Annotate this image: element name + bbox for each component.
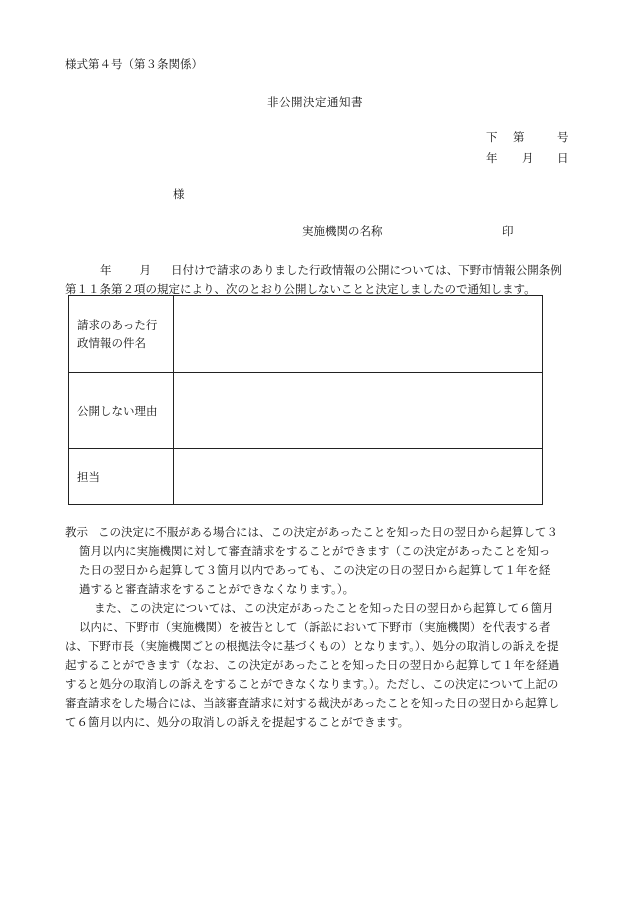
notice-heading: 教示 (65, 525, 88, 539)
intro-year: 年 (100, 263, 112, 277)
request-info-table (68, 295, 543, 505)
notice-p1-line-1: この決定に不服がある場合には、この決定があったことを知った日の翌日から起算して３ (98, 525, 558, 539)
notice-p2-line-1: また、この決定については、この決定があったことを知った日の翌日から起算して６箇月 (94, 601, 554, 615)
intro-line-1 (65, 261, 570, 280)
notice-p2-line-7: て６箇月以内に、処分の取消しの訴えを提起することができます。 (65, 715, 410, 729)
appeal-notice (65, 523, 575, 732)
addressee-suffix: 様 (173, 187, 185, 201)
seal-label: 印 (502, 224, 514, 238)
doc-number-prefix: 下 (486, 130, 498, 144)
contact-label: 担当 (69, 449, 174, 505)
notice-p2-line-2: 以内に、下野市（実施機関）を被告として（訴訟において下野市（実施機関）を代表する者 (79, 620, 551, 634)
table-row-reason (69, 373, 543, 449)
doc-number-dai: 第 (513, 130, 525, 144)
date-year-label: 年 (486, 151, 498, 165)
notice-p1-line-4: 過すると審査請求をすることができなくなります。）。 (79, 582, 355, 596)
document-title: 非公開決定通知書 (267, 95, 363, 109)
contact-value-cell (174, 449, 543, 505)
table-row-subject (69, 296, 543, 373)
subject-label-line-1: 請求のあった行 (77, 318, 158, 332)
date-month-label: 月 (522, 151, 534, 165)
reason-label: 公開しない理由 (69, 373, 174, 449)
notice-p2-line-5: すると処分の取消しの訴えをすることができなくなります。）。ただし、この決定について上記の (65, 677, 559, 691)
doc-number-go: 号 (557, 130, 569, 144)
date-day-label: 日 (557, 151, 569, 165)
notice-p1-line-2: 箇月以内に実施機関に対して審査請求をすることができます（この決定があったことを知っ (79, 544, 551, 558)
notice-p1-line-3: た日の翌日から起算して３箇月以内であっても、この決定の日の翌日から起算して１年を経 (79, 563, 551, 577)
notice-line-1 (65, 523, 575, 542)
notice-p2-line-6: 審査請求をした場合には、当該審査請求に対する裁決があったことを知った日の翌日から起算し (65, 696, 560, 710)
intro-month: 月 (139, 263, 151, 277)
intro-line-2: 第１１条第２項の規定により、次のとおり公開しないことと決定しましたので通知します。 (65, 282, 536, 296)
form-number: 様式第４号（第３条関係） (65, 57, 203, 71)
intro-paragraph (65, 261, 570, 299)
subject-label (69, 296, 174, 373)
agency-name-label: 実施機関の名称 (302, 224, 383, 238)
intro-line-1-text: 日付けで請求のありました行政情報の公開については、下野市情報公開条例 (171, 263, 562, 277)
table-row-contact (69, 449, 543, 505)
subject-value-cell (174, 296, 543, 373)
notice-p2-line-4: 起することができます（なお、この決定があったことを知った日の翌日から起算して１年を経過 (65, 658, 560, 672)
reason-value-cell (174, 373, 543, 449)
subject-label-line-2: 政情報の件名 (77, 336, 146, 350)
notice-p2-line-3: は、下野市長（実施機関ごとの根拠法令に基づくもの）となります。）、処分の取消しの訴えを提 (65, 639, 559, 653)
